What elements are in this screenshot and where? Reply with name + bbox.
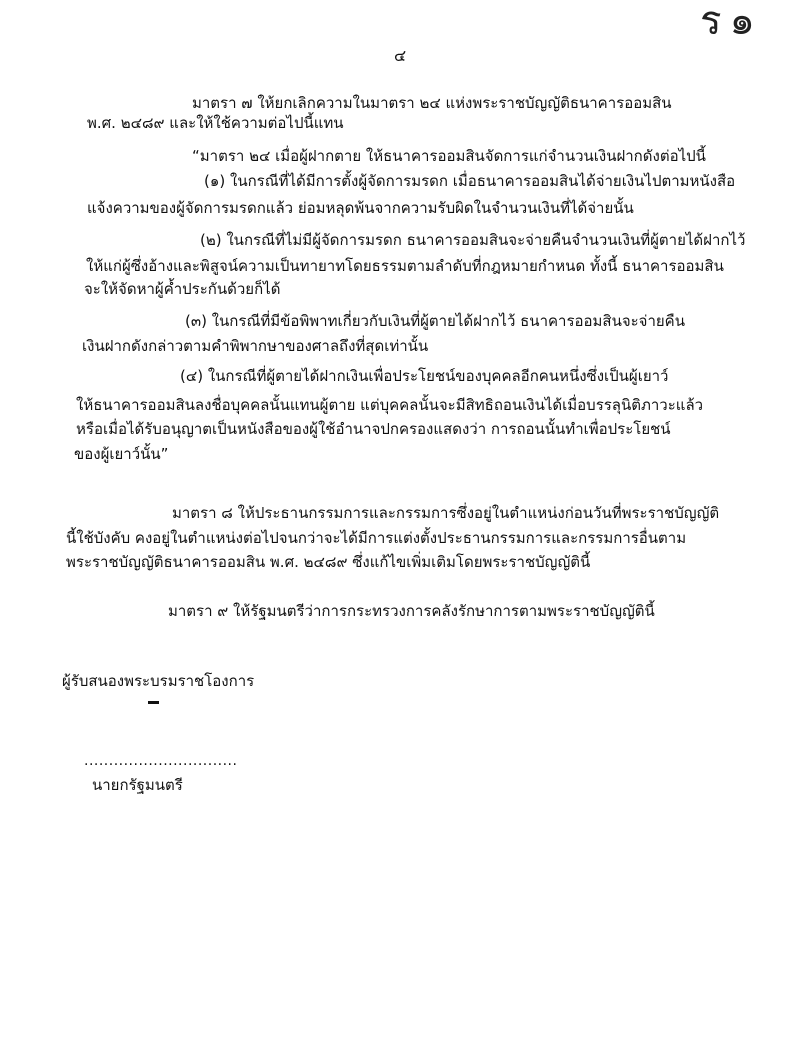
clause-1-line-2: แจ้งความของผู้จัดการมรดกแล้ว ย่อมหลุดพ้นจากความรับผิดในจำนวนเงินที่ได้จ่ายนั้น: [87, 199, 634, 217]
clause-2-line-2: ให้แก่ผู้ซึ่งอ้างและพิสูจน์ความเป็นทายาทโดยธรรมตามลำดับที่กฎหมายกำหนด ทั้งนี้ ธนาคารออมสิน: [86, 257, 724, 275]
clause-4-line-2: ให้ธนาคารออมสินลงชื่อบุคคลนั้นแทนผู้ตาย แต่บุคคลนั้นจะมีสิทธิถอนเงินได้เมื่อบรรลุนิติภาวะแล้ว: [76, 396, 704, 414]
section-7-line-1: มาตรา ๗ ให้ยกเลิกความในมาตรา ๒๔ แห่งพระราชบัญญัติธนาคารออมสิน: [192, 94, 672, 112]
section-8-line-3: พระราชบัญญัติธนาคารออมสิน พ.ศ. ๒๔๘๙ ซึ่งแก้ไขเพิ่มเติมโดยพระราชบัญญัตินี้: [66, 553, 591, 571]
dash-mark: [148, 701, 159, 704]
section-24-heading: “มาตรา ๒๔ เมื่อผู้ฝากตาย ให้ธนาคารออมสินจัดการแก่จำนวนเงินฝากดังต่อไปนี้: [192, 147, 706, 165]
page-number: ๔: [394, 46, 407, 65]
corner-handwritten-mark: ร๑: [700, 0, 763, 44]
section-8-line-1: มาตรา ๘ ให้ประธานกรรมการและกรรมการซึ่งอยู่ในตำแหน่งก่อนวันที่พระราชบัญญัติ: [172, 504, 720, 522]
signature-dotted-line: ...............................: [84, 753, 238, 769]
clause-2-line-3: จะให้จัดหาผู้ค้ำประกันด้วยก็ได้: [84, 280, 281, 298]
clause-3-line-1: (๓) ในกรณีที่มีข้อพิพาทเกี่ยวกับเงินที่ผู้ตายได้ฝากไว้ ธนาคารออมสินจะจ่ายคืน: [185, 312, 685, 330]
clause-4-line-3: หรือเมื่อได้รับอนุญาตเป็นหนังสือของผู้ใช้อำนาจปกครองแสดงว่า การถอนนั้นทำเพื่อประโยชน์: [76, 420, 671, 438]
clause-2-line-1: (๒) ในกรณีที่ไม่มีผู้จัดการมรดก ธนาคารออมสินจะจ่ายคืนจำนวนเงินที่ผู้ตายได้ฝากไว้: [200, 231, 746, 249]
section-9-line-1: มาตรา ๙ ให้รัฐมนตรีว่าการกระทรวงการคลังรักษาการตามพระราชบัญญัตินี้: [168, 602, 655, 620]
section-8-line-2: นี้ใช้บังคับ คงอยู่ในตำแหน่งต่อไปจนกว่าจะได้มีการแต่งตั้งประธานกรรมการและกรรมการอื่นตาม: [66, 529, 687, 547]
clause-3-line-2: เงินฝากดังกล่าวตามคำพิพากษาของศาลถึงที่สุดเท่านั้น: [82, 337, 429, 355]
signatory-title: นายกรัฐมนตรี: [92, 776, 183, 794]
clause-4-line-4: ของผู้เยาว์นั้น”: [74, 445, 169, 463]
clause-4-line-1: (๔) ในกรณีที่ผู้ตายได้ฝากเงินเพื่อประโยชน์ของบุคคลอีกคนหนึ่งซึ่งเป็นผู้เยาว์: [180, 367, 669, 385]
section-7-line-2: พ.ศ. ๒๔๘๙ และให้ใช้ความต่อไปนี้แทน: [87, 114, 344, 132]
countersign-heading: ผู้รับสนองพระบรมราชโองการ: [62, 672, 255, 690]
clause-1-line-1: (๑) ในกรณีที่ได้มีการตั้งผู้จัดการมรดก เมื่อธนาคารออมสินได้จ่ายเงินไปตามหนังสือ: [204, 172, 736, 190]
